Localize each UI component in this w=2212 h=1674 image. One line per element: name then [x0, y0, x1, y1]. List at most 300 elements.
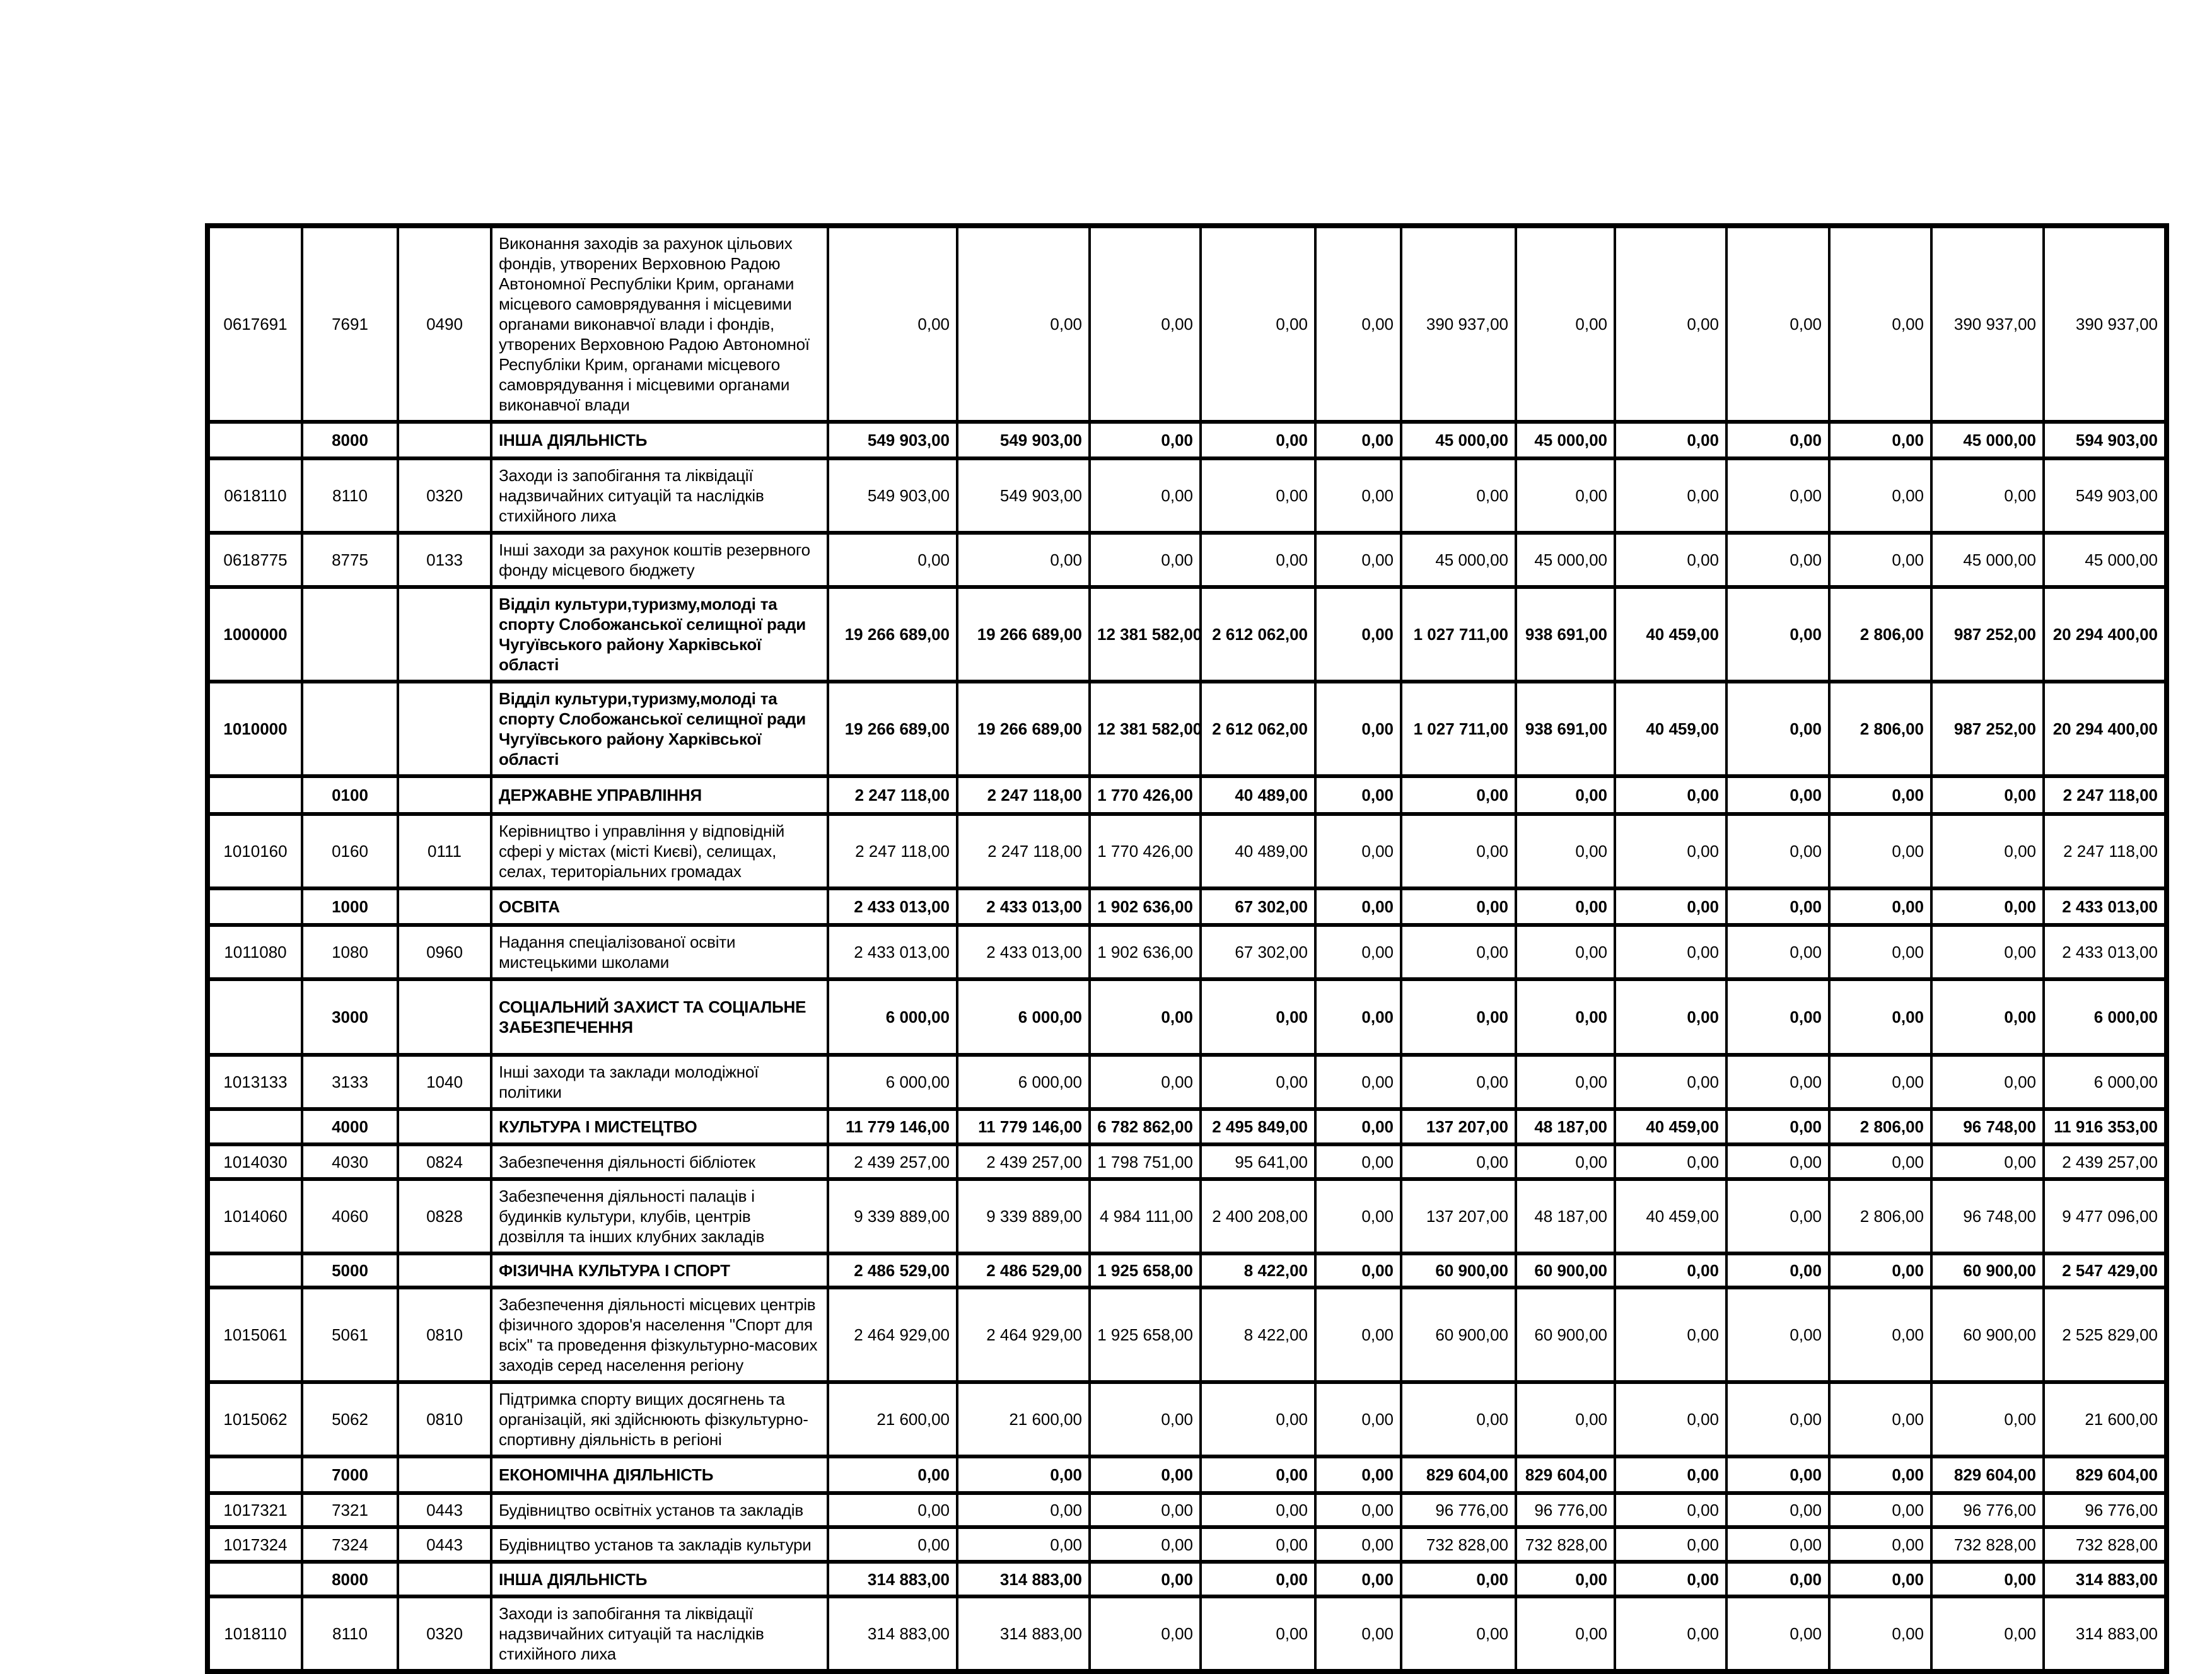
- cell-sf_consumption: 0,00: [1615, 1562, 1726, 1596]
- cell-total: 2 547 429,00: [2044, 1253, 2167, 1287]
- cell-sf_dev_budget: 938 691,00: [1516, 682, 1615, 776]
- cell-sf_wages: 0,00: [1726, 1109, 1829, 1144]
- cell-sf_development: 829 604,00: [1931, 1456, 2044, 1493]
- table-row: [207, 1055, 2167, 1109]
- cell-code_program: 0618110: [207, 458, 302, 533]
- cell-sf_dev_budget: 0,00: [1516, 1382, 1615, 1456]
- cell-sf_utilities: 0,00: [1829, 1287, 1931, 1382]
- summary-row: [207, 422, 2167, 458]
- summary-row: [207, 776, 2167, 814]
- cell-code_program: [207, 888, 302, 925]
- cell-zf_wages: 0,00: [1090, 1055, 1201, 1109]
- cell-sf_total: 1 027 711,00: [1401, 682, 1516, 776]
- cell-sf_utilities: 0,00: [1829, 888, 1931, 925]
- cell-zf_wages: 0,00: [1090, 226, 1201, 422]
- cell-sf_total: 1 027 711,00: [1401, 587, 1516, 682]
- cell-sf_wages: 0,00: [1726, 814, 1829, 888]
- cell-code_functional: 0443: [398, 1527, 491, 1562]
- cell-zf_wages: 0,00: [1090, 1596, 1201, 1671]
- cell-code_functional: [398, 1456, 491, 1493]
- cell-zf_utilities: 0,00: [1201, 458, 1315, 533]
- cell-code_program: 1013133: [207, 1055, 302, 1109]
- cell-total: 96 776,00: [2044, 1493, 2167, 1527]
- table-row: [207, 925, 2167, 979]
- cell-code_typical: 1000: [302, 888, 398, 925]
- cell-sf_utilities: 0,00: [1829, 1493, 1931, 1527]
- cell-sf_utilities: 0,00: [1829, 776, 1931, 814]
- cell-sf_development: 0,00: [1931, 1382, 2044, 1456]
- cell-zf_consumption: 0,00: [957, 1493, 1090, 1527]
- cell-code_typical: 7691: [302, 226, 398, 422]
- cell-sf_dev_budget: 0,00: [1516, 979, 1615, 1055]
- cell-zf_development: 0,00: [1315, 1179, 1401, 1253]
- cell-zf_utilities: 0,00: [1201, 422, 1315, 458]
- cell-code_program: 1017324: [207, 1527, 302, 1562]
- cell-zf_wages: 0,00: [1090, 458, 1201, 533]
- summary-row: [207, 1253, 2167, 1287]
- cell-zf_utilities: 0,00: [1201, 1596, 1315, 1671]
- cell-sf_utilities: 0,00: [1829, 1253, 1931, 1287]
- cell-code_typical: [302, 587, 398, 682]
- cell-zf_total: 21 600,00: [828, 1382, 957, 1456]
- cell-sf_consumption: 0,00: [1615, 925, 1726, 979]
- cell-code_functional: [398, 888, 491, 925]
- cell-sf_development: 732 828,00: [1931, 1527, 2044, 1562]
- cell-zf_consumption: 21 600,00: [957, 1382, 1090, 1456]
- cell-code_typical: [302, 682, 398, 776]
- cell-zf_total: 314 883,00: [828, 1596, 957, 1671]
- cell-sf_wages: 0,00: [1726, 1287, 1829, 1382]
- cell-name: Забезпечення діяльності палаців і будинків культури, клубів, центрів дозвілля та інших клубних закладів: [491, 1179, 828, 1253]
- cell-sf_utilities: 0,00: [1829, 226, 1931, 422]
- cell-zf_utilities: 2 400 208,00: [1201, 1179, 1315, 1253]
- cell-zf_total: 2 247 118,00: [828, 814, 957, 888]
- cell-zf_development: 0,00: [1315, 925, 1401, 979]
- cell-code_typical: 4030: [302, 1144, 398, 1179]
- cell-name: Заходи із запобігання та ліквідації надзвичайних ситуацій та наслідків стихійного лиха: [491, 1596, 828, 1671]
- cell-sf_utilities: 0,00: [1829, 1527, 1931, 1562]
- cell-sf_wages: 0,00: [1726, 979, 1829, 1055]
- cell-zf_consumption: 2 433 013,00: [957, 888, 1090, 925]
- cell-name: ОСВІТА: [491, 888, 828, 925]
- cell-zf_utilities: 0,00: [1201, 533, 1315, 587]
- summary-row: [207, 1562, 2167, 1596]
- cell-sf_dev_budget: 60 900,00: [1516, 1253, 1615, 1287]
- cell-zf_utilities: 8 422,00: [1201, 1287, 1315, 1382]
- cell-zf_consumption: 2 464 929,00: [957, 1287, 1090, 1382]
- cell-total: 6 000,00: [2044, 979, 2167, 1055]
- cell-code_functional: [398, 776, 491, 814]
- cell-zf_consumption: 314 883,00: [957, 1562, 1090, 1596]
- cell-zf_total: 11 779 146,00: [828, 1109, 957, 1144]
- cell-sf_utilities: 0,00: [1829, 1144, 1931, 1179]
- table-row: [207, 1527, 2167, 1562]
- cell-code_program: 1011080: [207, 925, 302, 979]
- cell-sf_consumption: 0,00: [1615, 533, 1726, 587]
- cell-code_functional: [398, 1562, 491, 1596]
- cell-zf_development: 0,00: [1315, 1253, 1401, 1287]
- cell-code_typical: 7000: [302, 1456, 398, 1493]
- cell-code_functional: 0828: [398, 1179, 491, 1253]
- cell-total: 6 000,00: [2044, 1055, 2167, 1109]
- cell-zf_wages: 0,00: [1090, 979, 1201, 1055]
- cell-sf_consumption: 0,00: [1615, 1055, 1726, 1109]
- cell-sf_consumption: 0,00: [1615, 458, 1726, 533]
- cell-zf_development: 0,00: [1315, 1055, 1401, 1109]
- summary-row: [207, 1456, 2167, 1493]
- cell-zf_wages: 0,00: [1090, 1382, 1201, 1456]
- cell-zf_wages: 12 381 582,00: [1090, 587, 1201, 682]
- cell-sf_utilities: 2 806,00: [1829, 587, 1931, 682]
- cell-zf_consumption: 19 266 689,00: [957, 587, 1090, 682]
- cell-code_typical: 0160: [302, 814, 398, 888]
- cell-zf_development: 0,00: [1315, 1109, 1401, 1144]
- summary-row: [207, 979, 2167, 1055]
- table-row: [207, 533, 2167, 587]
- cell-zf_wages: 0,00: [1090, 1493, 1201, 1527]
- cell-sf_dev_budget: 96 776,00: [1516, 1493, 1615, 1527]
- cell-code_functional: 0490: [398, 226, 491, 422]
- table-row: [207, 1493, 2167, 1527]
- cell-zf_utilities: 0,00: [1201, 1456, 1315, 1493]
- cell-sf_dev_budget: 0,00: [1516, 1596, 1615, 1671]
- cell-sf_development: 390 937,00: [1931, 226, 2044, 422]
- cell-total: 21 600,00: [2044, 1382, 2167, 1456]
- cell-zf_wages: 4 984 111,00: [1090, 1179, 1201, 1253]
- cell-sf_development: 0,00: [1931, 888, 2044, 925]
- cell-sf_consumption: 0,00: [1615, 888, 1726, 925]
- cell-zf_wages: 0,00: [1090, 422, 1201, 458]
- cell-sf_development: 96 776,00: [1931, 1493, 2044, 1527]
- cell-zf_consumption: 2 439 257,00: [957, 1144, 1090, 1179]
- cell-zf_development: 0,00: [1315, 1144, 1401, 1179]
- cell-zf_wages: 1 770 426,00: [1090, 776, 1201, 814]
- cell-code_functional: [398, 422, 491, 458]
- cell-sf_dev_budget: 60 900,00: [1516, 1287, 1615, 1382]
- cell-sf_development: 96 748,00: [1931, 1109, 2044, 1144]
- cell-sf_wages: 0,00: [1726, 1562, 1829, 1596]
- cell-zf_development: 0,00: [1315, 1562, 1401, 1596]
- cell-sf_development: 45 000,00: [1931, 533, 2044, 587]
- cell-sf_consumption: 0,00: [1615, 814, 1726, 888]
- cell-sf_consumption: 40 459,00: [1615, 1179, 1726, 1253]
- table-row: [207, 1287, 2167, 1382]
- cell-name: Відділ культури,туризму,молоді та спорту Слобожанської селищної ради Чугуївського району Харківської області: [491, 682, 828, 776]
- cell-sf_total: 60 900,00: [1401, 1287, 1516, 1382]
- cell-sf_total: 0,00: [1401, 888, 1516, 925]
- cell-zf_total: 0,00: [828, 533, 957, 587]
- cell-name: ДЕРЖАВНЕ УПРАВЛІННЯ: [491, 776, 828, 814]
- cell-sf_utilities: 0,00: [1829, 1562, 1931, 1596]
- cell-zf_consumption: 0,00: [957, 226, 1090, 422]
- cell-total: 594 903,00: [2044, 422, 2167, 458]
- cell-sf_wages: 0,00: [1726, 1527, 1829, 1562]
- cell-sf_total: 45 000,00: [1401, 422, 1516, 458]
- cell-sf_dev_budget: 0,00: [1516, 458, 1615, 533]
- cell-zf_wages: 1 925 658,00: [1090, 1253, 1201, 1287]
- cell-total: 829 604,00: [2044, 1456, 2167, 1493]
- cell-zf_consumption: 0,00: [957, 1527, 1090, 1562]
- cell-sf_dev_budget: 0,00: [1516, 1055, 1615, 1109]
- budget-table-body: [207, 226, 2167, 1671]
- cell-sf_utilities: 0,00: [1829, 1596, 1931, 1671]
- cell-zf_consumption: 2 486 529,00: [957, 1253, 1090, 1287]
- cell-sf_total: 45 000,00: [1401, 533, 1516, 587]
- cell-sf_development: 0,00: [1931, 1562, 2044, 1596]
- cell-sf_development: 0,00: [1931, 458, 2044, 533]
- cell-sf_utilities: 0,00: [1829, 925, 1931, 979]
- cell-zf_wages: 0,00: [1090, 1456, 1201, 1493]
- cell-sf_consumption: 0,00: [1615, 1382, 1726, 1456]
- cell-name: Будівництво установ та закладів культури: [491, 1527, 828, 1562]
- cell-sf_wages: 0,00: [1726, 1596, 1829, 1671]
- cell-code_functional: 0810: [398, 1287, 491, 1382]
- summary-row: [207, 1109, 2167, 1144]
- cell-name: ФІЗИЧНА КУЛЬТУРА І СПОРТ: [491, 1253, 828, 1287]
- cell-sf_consumption: 0,00: [1615, 1493, 1726, 1527]
- cell-sf_dev_budget: 0,00: [1516, 776, 1615, 814]
- cell-sf_wages: 0,00: [1726, 1382, 1829, 1456]
- cell-code_functional: 0111: [398, 814, 491, 888]
- cell-code_functional: 0824: [398, 1144, 491, 1179]
- cell-sf_consumption: 0,00: [1615, 979, 1726, 1055]
- cell-sf_wages: 0,00: [1726, 1144, 1829, 1179]
- cell-sf_dev_budget: 0,00: [1516, 814, 1615, 888]
- cell-sf_consumption: 0,00: [1615, 1144, 1726, 1179]
- cell-zf_total: 314 883,00: [828, 1562, 957, 1596]
- cell-sf_total: 0,00: [1401, 814, 1516, 888]
- cell-name: Заходи із запобігання та ліквідації надзвичайних ситуацій та наслідків стихійного лиха: [491, 458, 828, 533]
- cell-zf_development: 0,00: [1315, 888, 1401, 925]
- cell-sf_total: 0,00: [1401, 458, 1516, 533]
- cell-name: Забезпечення діяльності місцевих центрів фізичного здоров'я населення "Спорт для всіх" та проведення фізкультурно-масових заходів серед населення регіону: [491, 1287, 828, 1382]
- cell-total: 2 247 118,00: [2044, 814, 2167, 888]
- cell-name: Інші заходи за рахунок коштів резервного фонду місцевого бюджету: [491, 533, 828, 587]
- cell-sf_total: 0,00: [1401, 1596, 1516, 1671]
- cell-sf_dev_budget: 45 000,00: [1516, 533, 1615, 587]
- cell-zf_development: 0,00: [1315, 1527, 1401, 1562]
- cell-sf_wages: 0,00: [1726, 925, 1829, 979]
- cell-sf_dev_budget: 48 187,00: [1516, 1179, 1615, 1253]
- cell-zf_utilities: 2 495 849,00: [1201, 1109, 1315, 1144]
- cell-zf_total: 0,00: [828, 1527, 957, 1562]
- cell-zf_development: 0,00: [1315, 458, 1401, 533]
- cell-zf_consumption: 0,00: [957, 1456, 1090, 1493]
- cell-code_functional: 0320: [398, 458, 491, 533]
- cell-sf_wages: 0,00: [1726, 776, 1829, 814]
- cell-sf_total: 0,00: [1401, 776, 1516, 814]
- cell-code_typical: 8000: [302, 422, 398, 458]
- cell-zf_utilities: 0,00: [1201, 1382, 1315, 1456]
- cell-code_program: 1018110: [207, 1596, 302, 1671]
- cell-sf_total: 137 207,00: [1401, 1179, 1516, 1253]
- cell-code_functional: 0810: [398, 1382, 491, 1456]
- cell-sf_total: 0,00: [1401, 1144, 1516, 1179]
- cell-zf_development: 0,00: [1315, 979, 1401, 1055]
- cell-sf_development: 987 252,00: [1931, 682, 2044, 776]
- cell-sf_dev_budget: 0,00: [1516, 1562, 1615, 1596]
- cell-zf_utilities: 0,00: [1201, 1527, 1315, 1562]
- cell-code_functional: 0320: [398, 1596, 491, 1671]
- cell-zf_utilities: 2 612 062,00: [1201, 682, 1315, 776]
- cell-sf_utilities: 2 806,00: [1829, 1179, 1931, 1253]
- cell-sf_consumption: 0,00: [1615, 776, 1726, 814]
- cell-code_typical: 5000: [302, 1253, 398, 1287]
- cell-sf_wages: 0,00: [1726, 226, 1829, 422]
- summary-row: [207, 682, 2167, 776]
- cell-zf_utilities: 0,00: [1201, 979, 1315, 1055]
- cell-zf_total: 2 439 257,00: [828, 1144, 957, 1179]
- cell-zf_total: 2 464 929,00: [828, 1287, 957, 1382]
- cell-zf_wages: 12 381 582,00: [1090, 682, 1201, 776]
- cell-zf_utilities: 67 302,00: [1201, 888, 1315, 925]
- cell-sf_consumption: 40 459,00: [1615, 587, 1726, 682]
- cell-sf_total: 0,00: [1401, 979, 1516, 1055]
- cell-sf_consumption: 0,00: [1615, 1253, 1726, 1287]
- cell-sf_dev_budget: 0,00: [1516, 226, 1615, 422]
- cell-total: 732 828,00: [2044, 1527, 2167, 1562]
- cell-name: Підтримка спорту вищих досягнень та організацій, які здійснюють фізкультурно-спортивну діяльність в регіоні: [491, 1382, 828, 1456]
- cell-zf_consumption: 6 000,00: [957, 1055, 1090, 1109]
- cell-sf_development: 0,00: [1931, 1055, 2044, 1109]
- cell-total: 2 433 013,00: [2044, 925, 2167, 979]
- cell-zf_wages: 0,00: [1090, 1562, 1201, 1596]
- cell-total: 314 883,00: [2044, 1562, 2167, 1596]
- cell-code_functional: [398, 682, 491, 776]
- cell-zf_utilities: 40 489,00: [1201, 776, 1315, 814]
- cell-sf_consumption: 0,00: [1615, 422, 1726, 458]
- cell-name: Відділ культури,туризму,молоді та спорту Слобожанської селищної ради Чугуївського району Харківської області: [491, 587, 828, 682]
- cell-code_typical: 3133: [302, 1055, 398, 1109]
- table-row: [207, 1596, 2167, 1671]
- cell-code_typical: 7324: [302, 1527, 398, 1562]
- cell-sf_utilities: 0,00: [1829, 1382, 1931, 1456]
- cell-zf_utilities: 0,00: [1201, 1493, 1315, 1527]
- cell-zf_development: 0,00: [1315, 422, 1401, 458]
- cell-code_functional: [398, 979, 491, 1055]
- cell-zf_wages: 0,00: [1090, 1527, 1201, 1562]
- cell-zf_total: 19 266 689,00: [828, 682, 957, 776]
- cell-zf_development: 0,00: [1315, 682, 1401, 776]
- cell-sf_utilities: 0,00: [1829, 814, 1931, 888]
- cell-zf_consumption: 9 339 889,00: [957, 1179, 1090, 1253]
- cell-sf_total: 0,00: [1401, 925, 1516, 979]
- cell-zf_development: 0,00: [1315, 1287, 1401, 1382]
- cell-zf_development: 0,00: [1315, 1456, 1401, 1493]
- cell-sf_total: 96 776,00: [1401, 1493, 1516, 1527]
- cell-code_program: 1015061: [207, 1287, 302, 1382]
- cell-zf_development: 0,00: [1315, 587, 1401, 682]
- cell-sf_wages: 0,00: [1726, 682, 1829, 776]
- cell-name: Будівництво освітніх установ та закладів: [491, 1493, 828, 1527]
- cell-code_program: [207, 979, 302, 1055]
- cell-total: 2 525 829,00: [2044, 1287, 2167, 1382]
- cell-sf_total: 0,00: [1401, 1382, 1516, 1456]
- cell-zf_total: 2 247 118,00: [828, 776, 957, 814]
- cell-zf_total: 0,00: [828, 1493, 957, 1527]
- cell-sf_development: 0,00: [1931, 776, 2044, 814]
- cell-zf_utilities: 0,00: [1201, 1562, 1315, 1596]
- cell-zf_total: 549 903,00: [828, 422, 957, 458]
- cell-sf_consumption: 0,00: [1615, 1596, 1726, 1671]
- cell-zf_consumption: 2 433 013,00: [957, 925, 1090, 979]
- cell-total: 11 916 353,00: [2044, 1109, 2167, 1144]
- cell-sf_utilities: 0,00: [1829, 533, 1931, 587]
- cell-zf_utilities: 40 489,00: [1201, 814, 1315, 888]
- cell-code_typical: 8110: [302, 458, 398, 533]
- cell-zf_wages: 1 770 426,00: [1090, 814, 1201, 888]
- cell-zf_wages: 1 902 636,00: [1090, 888, 1201, 925]
- cell-zf_wages: 1 902 636,00: [1090, 925, 1201, 979]
- cell-zf_wages: 1 925 658,00: [1090, 1287, 1201, 1382]
- cell-zf_total: 9 339 889,00: [828, 1179, 957, 1253]
- cell-zf_development: 0,00: [1315, 776, 1401, 814]
- cell-sf_consumption: 0,00: [1615, 1287, 1726, 1382]
- cell-sf_consumption: 40 459,00: [1615, 682, 1726, 776]
- cell-code_program: 1000000: [207, 587, 302, 682]
- cell-code_typical: 4060: [302, 1179, 398, 1253]
- cell-sf_wages: 0,00: [1726, 888, 1829, 925]
- cell-sf_dev_budget: 0,00: [1516, 1144, 1615, 1179]
- cell-sf_consumption: 0,00: [1615, 1456, 1726, 1493]
- cell-total: 45 000,00: [2044, 533, 2167, 587]
- cell-code_functional: 1040: [398, 1055, 491, 1109]
- cell-sf_development: 987 252,00: [1931, 587, 2044, 682]
- cell-name: Виконання заходів за рахунок цільових фондів, утворених Верховною Радою Автономної Республіки Крим, органами місцевого самоврядування і місцевими органами виконавчої влади і фондів, утворених Верховною Радою Автономної Республіки Крим, органами місцевого самоврядування і місцевими органами виконавчої влади: [491, 226, 828, 422]
- cell-zf_wages: 1 798 751,00: [1090, 1144, 1201, 1179]
- cell-code_program: 1017321: [207, 1493, 302, 1527]
- cell-sf_development: 45 000,00: [1931, 422, 2044, 458]
- cell-sf_wages: 0,00: [1726, 1055, 1829, 1109]
- cell-code_typical: 8775: [302, 533, 398, 587]
- cell-name: СОЦІАЛЬНИЙ ЗАХИСТ ТА СОЦІАЛЬНЕ ЗАБЕЗПЕЧЕННЯ: [491, 979, 828, 1055]
- cell-sf_total: 829 604,00: [1401, 1456, 1516, 1493]
- cell-code_program: 0617691: [207, 226, 302, 422]
- cell-zf_utilities: 0,00: [1201, 226, 1315, 422]
- cell-name: Керівництво і управління у відповідній сфері у містах (місті Києві), селищах, селах, територіальних громадах: [491, 814, 828, 888]
- cell-zf_consumption: 314 883,00: [957, 1596, 1090, 1671]
- cell-sf_dev_budget: 938 691,00: [1516, 587, 1615, 682]
- cell-code_program: 0618775: [207, 533, 302, 587]
- cell-sf_utilities: 0,00: [1829, 1456, 1931, 1493]
- cell-code_typical: 3000: [302, 979, 398, 1055]
- cell-sf_utilities: 0,00: [1829, 1055, 1931, 1109]
- cell-zf_consumption: 19 266 689,00: [957, 682, 1090, 776]
- cell-name: КУЛЬТУРА І МИСТЕЦТВО: [491, 1109, 828, 1144]
- cell-zf_consumption: 11 779 146,00: [957, 1109, 1090, 1144]
- cell-zf_consumption: 2 247 118,00: [957, 776, 1090, 814]
- cell-sf_utilities: 0,00: [1829, 422, 1931, 458]
- cell-zf_total: 2 433 013,00: [828, 888, 957, 925]
- cell-zf_utilities: 8 422,00: [1201, 1253, 1315, 1287]
- cell-total: 314 883,00: [2044, 1596, 2167, 1671]
- cell-name: ІНША ДІЯЛЬНІСТЬ: [491, 422, 828, 458]
- cell-code_program: [207, 1456, 302, 1493]
- cell-sf_utilities: 2 806,00: [1829, 1109, 1931, 1144]
- cell-total: 549 903,00: [2044, 458, 2167, 533]
- table-row: [207, 1144, 2167, 1179]
- cell-code_program: 1015062: [207, 1382, 302, 1456]
- cell-name: Надання спеціалізованої освіти мистецькими школами: [491, 925, 828, 979]
- cell-zf_total: 6 000,00: [828, 979, 957, 1055]
- cell-zf_utilities: 67 302,00: [1201, 925, 1315, 979]
- cell-sf_total: 0,00: [1401, 1562, 1516, 1596]
- cell-sf_development: 60 900,00: [1931, 1253, 2044, 1287]
- cell-code_typical: 7321: [302, 1493, 398, 1527]
- cell-code_program: [207, 1562, 302, 1596]
- cell-sf_consumption: 0,00: [1615, 1527, 1726, 1562]
- cell-total: 2 439 257,00: [2044, 1144, 2167, 1179]
